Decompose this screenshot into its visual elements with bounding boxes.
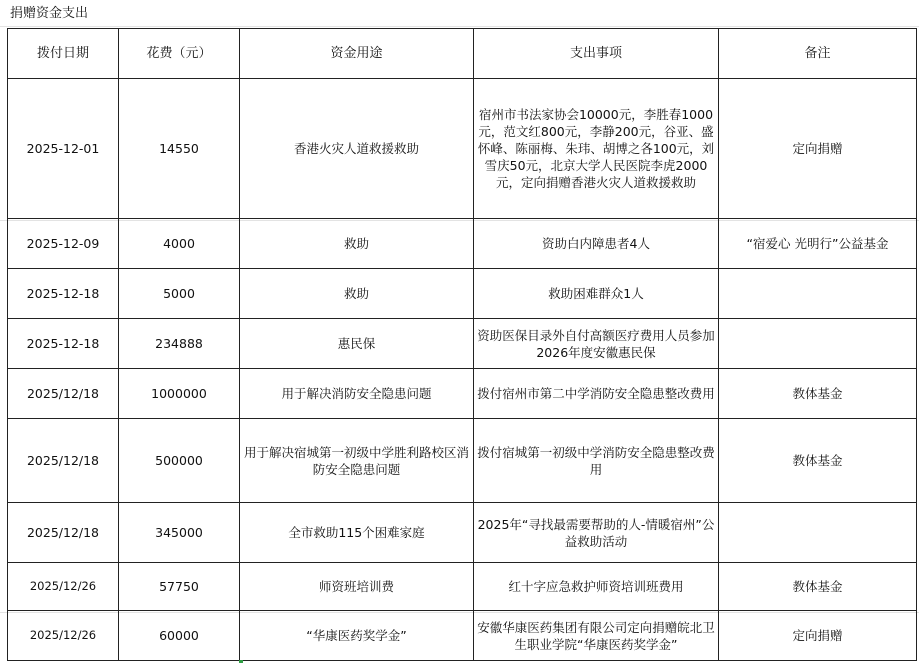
table-row — [8, 269, 917, 319]
cell-date[interactable]: 2025/12/26 — [8, 611, 119, 661]
cell-item[interactable]: 拨付宿城第一初级中学消防安全隐患整改费用 — [474, 419, 719, 503]
cell-date[interactable]: 2025-12-01 — [8, 79, 119, 219]
table-row — [8, 503, 917, 563]
cell-amount[interactable]: 500000 — [119, 419, 240, 503]
cell-date[interactable]: 2025/12/18 — [8, 419, 119, 503]
cell-date[interactable]: 2025/12/18 — [8, 369, 119, 419]
cell-amount[interactable]: 60000 — [119, 611, 240, 661]
sheet-title: 捐赠资金支出 — [10, 6, 89, 21]
header-amount[interactable]: 花费（元） — [119, 29, 240, 79]
cell-note[interactable] — [719, 503, 917, 563]
cell-item[interactable]: 宿州市书法家协会10000元，李胜春1000元，范文红800元，李静200元，谷亚、盛怀峰、陈丽梅、朱玮、胡博之各100元，刘雪庆50元，北京大学人民医院李虎2000元，定向捐赠香港火灾人道救援救助 — [474, 79, 719, 219]
header-date[interactable]: 拨付日期 — [8, 29, 119, 79]
cell-amount[interactable]: 234888 — [119, 319, 240, 369]
cell-note[interactable] — [719, 319, 917, 369]
cell-item[interactable]: 安徽华康医药集团有限公司定向捐赠皖北卫生职业学院“华康医药奖学金” — [474, 611, 719, 661]
table-row — [8, 369, 917, 419]
header-item[interactable]: 支出事项 — [474, 29, 719, 79]
cell-purpose[interactable]: 用于解决消防安全隐患问题 — [240, 369, 474, 419]
table-row — [8, 319, 917, 369]
header-row — [8, 29, 917, 79]
cell-purpose[interactable]: “华康医药奖学金” — [240, 611, 474, 661]
cell-note[interactable]: 定向捐赠 — [719, 79, 917, 219]
cell-note[interactable]: 教体基金 — [719, 563, 917, 611]
table-row — [8, 563, 917, 611]
table-row — [8, 79, 917, 219]
cell-item[interactable]: 救助困难群众1人 — [474, 269, 719, 319]
cell-purpose[interactable]: 救助 — [240, 269, 474, 319]
cell-purpose[interactable]: 惠民保 — [240, 319, 474, 369]
cell-amount[interactable]: 1000000 — [119, 369, 240, 419]
cell-purpose[interactable]: 用于解决宿城第一初级中学胜利路校区消防安全隐患问题 — [240, 419, 474, 503]
cell-amount[interactable]: 5000 — [119, 269, 240, 319]
cell-purpose[interactable]: 香港火灾人道救援救助 — [240, 79, 474, 219]
cell-note[interactable]: 教体基金 — [719, 369, 917, 419]
cell-item[interactable]: 资助白内障患者4人 — [474, 219, 719, 269]
cell-date[interactable]: 2025/12/18 — [8, 503, 119, 563]
cell-note[interactable]: “宿爱心 光明行”公益基金 — [719, 219, 917, 269]
cell-purpose[interactable]: 救助 — [240, 219, 474, 269]
cell-item[interactable]: 红十字应急救护师资培训班费用 — [474, 563, 719, 611]
table-row — [8, 611, 917, 661]
cell-note[interactable] — [719, 269, 917, 319]
table-row — [8, 419, 917, 503]
cell-date[interactable]: 2025/12/26 — [8, 563, 119, 611]
cell-item[interactable]: 资助医保目录外自付高额医疗费用人员参加2026年度安徽惠民保 — [474, 319, 719, 369]
cell-amount[interactable]: 345000 — [119, 503, 240, 563]
cell-purpose[interactable]: 师资班培训费 — [240, 563, 474, 611]
cell-amount[interactable]: 14550 — [119, 79, 240, 219]
header-note[interactable]: 备注 — [719, 29, 917, 79]
cell-date[interactable]: 2025-12-09 — [8, 219, 119, 269]
cell-amount[interactable]: 57750 — [119, 563, 240, 611]
cell-note[interactable]: 教体基金 — [719, 419, 917, 503]
cell-item[interactable]: 2025年“寻找最需要帮助的人-情暖宿州”公益救助活动 — [474, 503, 719, 563]
cell-date[interactable]: 2025-12-18 — [8, 319, 119, 369]
cell-item[interactable]: 拨付宿州市第二中学消防安全隐患整改费用 — [474, 369, 719, 419]
donation-expense-table — [7, 28, 917, 661]
header-purpose[interactable]: 资金用途 — [240, 29, 474, 79]
cell-purpose[interactable]: 全市救助115个困难家庭 — [240, 503, 474, 563]
cell-date[interactable]: 2025-12-18 — [8, 269, 119, 319]
cell-note[interactable]: 定向捐赠 — [719, 611, 917, 661]
cell-amount[interactable]: 4000 — [119, 219, 240, 269]
table-row — [8, 219, 917, 269]
